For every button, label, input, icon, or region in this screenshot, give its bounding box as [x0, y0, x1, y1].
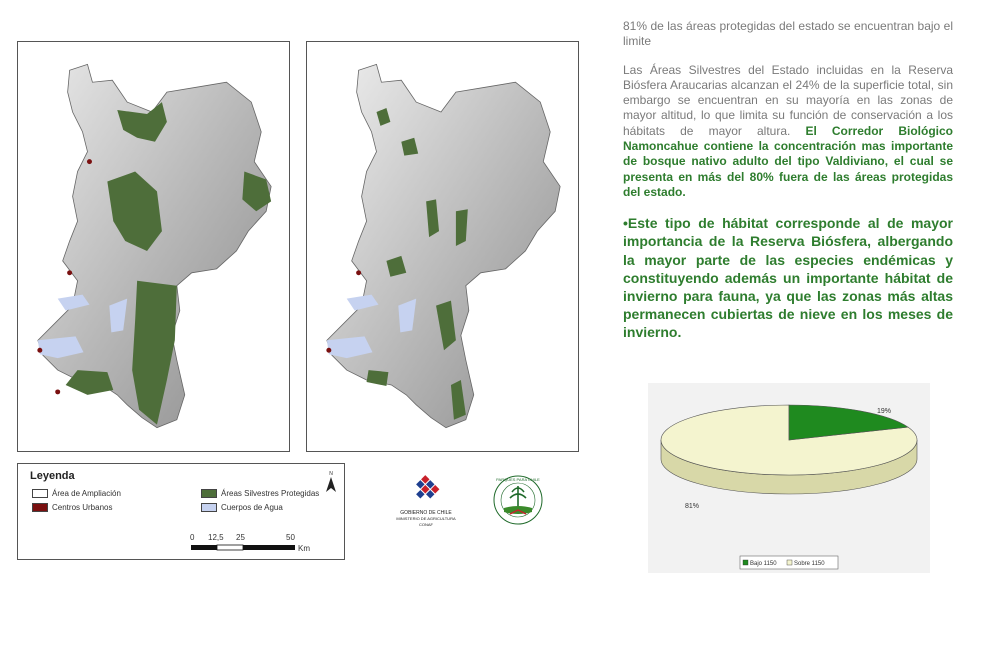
urban-center: [67, 270, 72, 275]
scale-tick-label: 25: [236, 533, 245, 542]
legend-item-area-ampliacion: [32, 489, 121, 498]
legend-label: Centros Urbanos: [52, 503, 113, 512]
urban-center: [326, 348, 331, 353]
pie-legend-swatch-bajo: [743, 560, 748, 565]
legend-swatch-blue: [201, 503, 217, 512]
region-outline: [327, 64, 560, 427]
description-paragraph: [623, 63, 953, 201]
legend-item-cuerpos-agua: [201, 503, 283, 512]
legend-swatch-white: [32, 489, 48, 498]
logo-text-line1: GOBIERNO DE CHILE: [400, 510, 452, 516]
scale-tick-label: 12,5: [208, 533, 224, 542]
scale-tick-label: 50: [286, 533, 295, 542]
pie-legend-label-bajo: Bajo 1150: [750, 561, 777, 567]
seal-text: PARQUES PARA CHILE: [496, 477, 540, 482]
gobierno-chile-logo: [392, 474, 460, 542]
urban-center: [87, 159, 92, 164]
parques-chile-seal: [492, 472, 544, 528]
forest-patch: [367, 370, 389, 386]
scale-unit: Km: [298, 544, 310, 553]
north-label: N: [329, 471, 333, 477]
pie-data-label-bajo: 19%: [877, 408, 892, 415]
map-native-forest: [306, 41, 579, 452]
logo-text-line3: CONAF: [419, 522, 433, 527]
pie-data-label-sobre: 81%: [685, 503, 700, 510]
legend-item-centros-urbanos: [32, 503, 112, 512]
pie-legend-swatch-sobre: [787, 560, 792, 565]
summary-paragraph: 81% de las áreas protegidas del estado se encuentran bajo el limite: [623, 19, 953, 49]
map-legend: [17, 463, 345, 560]
urban-center: [55, 389, 60, 394]
pie-legend-label-sobre: Sobre 1150: [794, 561, 825, 567]
corridor-highlight-text: El Corredor Biológico Namoncahue contiene la concentración mas importante de bosque nativo adulto del tipo Valdiviano, el cual se presenta en más del 80% fuera de las áreas protegidas del estado.: [623, 123, 953, 199]
description-text: Las Áreas Silvestres del Estado incluidas en la Reserva Biósfera Araucarias alcanzan el 24% de la superficie total, sin embargo se encuentran en su mayoría en las zonas de mayor altitud, lo que limita su función de conservación a los hábitats de mayor altura.: [623, 62, 953, 138]
text-column: [623, 19, 953, 342]
pie-chart: [648, 383, 930, 573]
logo-text-line2: MINISTERIO DE AGRICULTURA: [396, 516, 456, 521]
habitat-bullet-paragraph: •Este tipo de hábitat corresponde al de mayor importancia de la Reserva Biósfera, albergando la mayor parte de las especies endémicas y constituyendo además un importante hábitat de invierno para fauna, ya que las zonas más altas permanecen cubiertas de nieve en los meses de invierno.: [623, 215, 953, 341]
pie-chart-panel: [648, 383, 930, 573]
legend-swatch-green: [201, 489, 217, 498]
pie-legend: [740, 556, 838, 569]
north-arrow-icon: [324, 470, 338, 494]
urban-center: [37, 348, 42, 353]
legend-label: Área de Ampliación: [52, 489, 121, 498]
map-protected-areas-graphic: [18, 42, 289, 451]
urban-center: [356, 270, 361, 275]
legend-swatch-red: [32, 503, 48, 512]
legend-title: Leyenda: [30, 470, 75, 482]
legend-label: Cuerpos de Agua: [221, 503, 283, 512]
map-native-forest-graphic: [307, 42, 578, 451]
map-protected-areas: [17, 41, 290, 452]
legend-label: Áreas Silvestres Protegidas: [221, 489, 320, 498]
scale-bar: [188, 532, 338, 558]
legend-item-areas-silvestres: [201, 489, 319, 498]
scale-tick-label: 0: [190, 533, 195, 542]
